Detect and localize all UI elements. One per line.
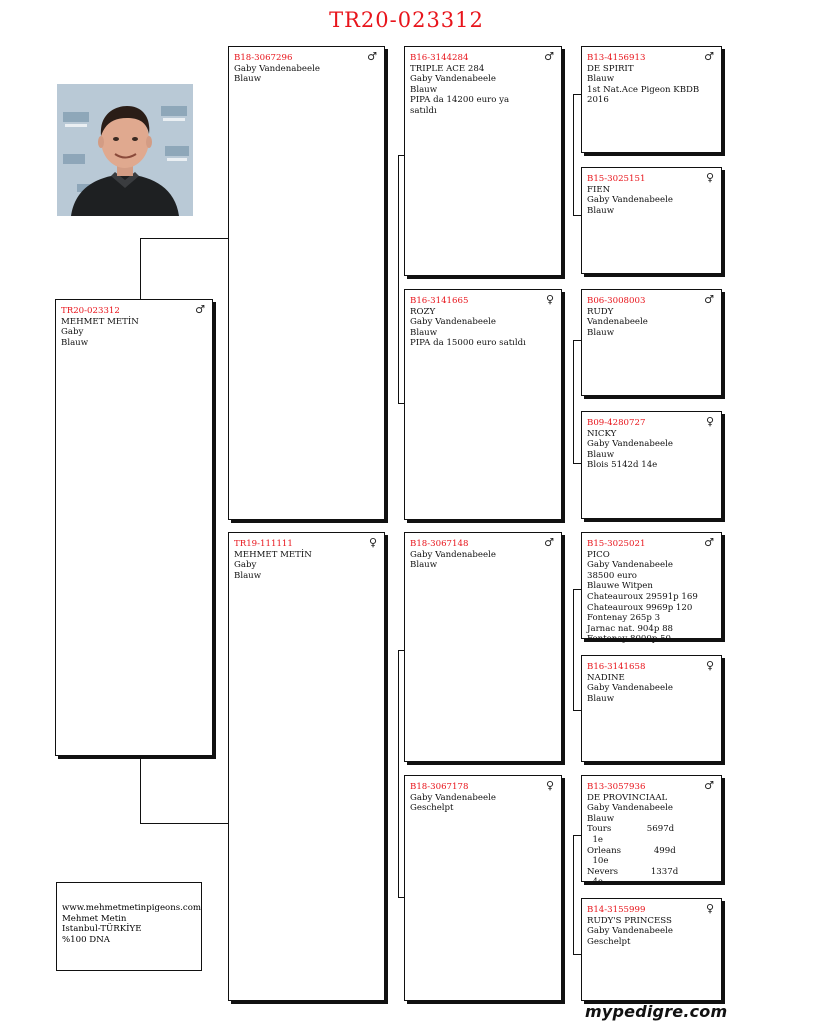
ring-number: B16-3144284: [410, 53, 469, 63]
male-icon: ♂: [544, 536, 554, 549]
bird-detail-line: Blauw: [234, 74, 262, 85]
ring-number: B13-3057936: [587, 782, 646, 792]
bird-detail-line: Blauw: [61, 337, 89, 348]
bird-detail-line: Geschelpt: [587, 936, 631, 947]
bird-detail-line: Gaby Vandenabeele: [410, 317, 496, 328]
dna-note: %100 DNA: [62, 934, 110, 945]
ring-number: B06-3008003: [587, 296, 646, 306]
bird-detail-line: Blauw: [587, 74, 615, 85]
bird-detail-line: Blauw: [410, 84, 438, 95]
ring-number: TR20-023312: [61, 306, 120, 316]
female-icon: ♀: [705, 415, 714, 428]
male-icon: ♂: [704, 50, 714, 63]
bird-detail-line: DE SPIRIT: [587, 63, 634, 74]
female-icon: ♀: [705, 659, 714, 672]
breeder-location: Istanbul-TÜRKİYE: [62, 924, 142, 935]
female-icon: ♀: [705, 902, 714, 915]
pedigree-card-dam-sire-sire[interactable]: [581, 532, 722, 645]
bird-detail-line: Blauw: [587, 205, 615, 216]
pedigree-card-sire-dam-sire[interactable]: [581, 289, 722, 396]
bird-detail-line: ROZY: [410, 306, 436, 317]
ring-number: B18-3067148: [410, 539, 469, 549]
pedigree-card-dam[interactable]: [228, 532, 385, 1001]
bird-detail-line: Vandenabeele: [587, 317, 648, 328]
bird-detail-line: 2016: [587, 95, 609, 106]
female-icon: ♀: [705, 171, 714, 184]
pedigree-card-dam-dam-sire[interactable]: [581, 775, 722, 888]
bird-detail-line: 10e: [587, 856, 609, 867]
bird-detail-line: Jarnac nat. 904p 88: [587, 623, 674, 634]
ring-number: B09-4280727: [587, 418, 646, 428]
male-icon: ♂: [704, 293, 714, 306]
male-icon: ♂: [544, 50, 554, 63]
bird-detail-line: Gaby Vandenabeele: [410, 74, 496, 85]
bird-detail-line: Blauwe Witpen: [587, 581, 653, 592]
bird-detail-line: Gaby: [234, 560, 257, 571]
bird-detail-line: Chateauroux 29591p 169: [587, 591, 698, 602]
female-icon: ♀: [545, 779, 554, 792]
bird-detail-line: MEHMET METİN: [234, 549, 312, 560]
bird-detail-line: Gaby Vandenabeele: [587, 683, 673, 694]
bird-detail-line: Tours 5697d: [587, 824, 675, 835]
ring-number: TR19-111111: [234, 539, 293, 549]
bird-detail-line: Blauw: [587, 449, 615, 460]
bird-detail-line: Gaby Vandenabeele: [587, 926, 673, 937]
bird-detail-line: Gaby Vandenabeele: [234, 63, 320, 74]
bird-detail-line: PICO: [587, 549, 610, 560]
male-icon: ♂: [195, 303, 205, 316]
bird-detail-line: 1e: [587, 834, 604, 845]
website-link[interactable]: www.mehmetmetinpigeons.com: [62, 903, 202, 913]
pedigree-card-sire-sire-dam[interactable]: [581, 167, 722, 274]
bird-detail-line: Blauw: [410, 327, 438, 338]
male-icon: ♂: [704, 536, 714, 549]
pedigree-card-sire[interactable]: [228, 46, 385, 520]
bird-detail-line: PIPA da 14200 euro ya: [410, 95, 510, 106]
female-icon: ♀: [545, 293, 554, 306]
pedigree-card-sire-dam[interactable]: [404, 289, 562, 520]
bird-detail-line: MEHMET METİN: [61, 316, 139, 327]
bird-detail-line: Nevers 1337d: [587, 866, 679, 877]
bird-detail-line: Chateauroux 9969p 120: [587, 602, 693, 613]
pedigree-card-dam-sire-dam[interactable]: [581, 655, 722, 762]
ring-number: B16-3141665: [410, 296, 469, 306]
pedigree-card-dam-dam[interactable]: [404, 775, 562, 1001]
ring-number: B18-3067178: [410, 782, 469, 792]
bird-detail-line: Blauw: [410, 560, 438, 571]
bird-detail-line: Gaby Vandenabeele: [410, 792, 496, 803]
bird-detail-line: Gaby Vandenabeele: [587, 803, 673, 814]
female-icon: ♀: [368, 536, 377, 549]
bird-detail-line: TRIPLE ACE 284: [410, 63, 485, 74]
male-icon: ♂: [704, 779, 714, 792]
breeder-info-box: [56, 882, 202, 971]
ring-number: B13-4156913: [587, 53, 646, 63]
bird-detail-line: Gaby Vandenabeele: [587, 560, 673, 571]
bird-detail-line: RUDY: [587, 306, 614, 317]
bird-detail-line: Gaby Vandenabeele: [410, 549, 496, 560]
bird-detail-line: FIEN: [587, 184, 611, 195]
bird-detail-line: Fontenay 8000p 50: [587, 634, 672, 645]
pedigree-card-sire-sire-sire[interactable]: [581, 46, 722, 153]
pedigree-card-sire-dam-dam[interactable]: [581, 411, 722, 519]
bird-detail-line: Fontenay 265p 3: [587, 613, 661, 624]
pedigree-card-sire-sire[interactable]: [404, 46, 562, 276]
ring-number: B18-3067296: [234, 53, 293, 63]
bird-detail-line: NADINE: [587, 672, 625, 683]
bird-detail-line: Gaby Vandenabeele: [587, 195, 673, 206]
bird-detail-line: 4e: [587, 877, 604, 888]
breeder-name: Mehmet Metin: [62, 913, 127, 924]
bird-detail-line: Blauw: [587, 327, 615, 338]
bird-detail-line: satıldı: [410, 105, 437, 116]
bird-detail-line: Blauw: [234, 570, 262, 581]
bird-detail-line: 1st Nat.Ace Pigeon KBDB: [587, 84, 700, 95]
breeder-photo: [57, 84, 193, 216]
brand-watermark: mypedigre.com: [585, 1002, 728, 1021]
bird-detail-line: Gaby Vandenabeele: [587, 439, 673, 450]
bird-detail-line: Blauw: [587, 813, 615, 824]
bird-detail-line: RUDY'S PRINCESS: [587, 915, 672, 926]
bird-detail-line: Blois 5142d 14e: [587, 460, 658, 471]
bird-detail-line: Blauw: [587, 693, 615, 704]
ring-number: B14-3155999: [587, 905, 646, 915]
bird-detail-line: Geschelpt: [410, 803, 454, 814]
bird-detail-line: Gaby: [61, 327, 84, 338]
bird-detail-line: DE PROVINCIAAL: [587, 792, 668, 803]
male-icon: ♂: [367, 50, 377, 63]
ring-number: B15-3025151: [587, 174, 646, 184]
bird-detail-line: Orleans 499d: [587, 845, 676, 856]
bird-detail-line: 38500 euro: [587, 570, 637, 581]
pedigree-card-main[interactable]: [55, 299, 213, 756]
ring-number: B16-3141658: [587, 662, 646, 672]
pedigree-card-dam-sire[interactable]: [404, 532, 562, 762]
ring-number: B15-3025021: [587, 539, 646, 549]
bird-detail-line: PIPA da 15000 euro satıldı: [410, 338, 526, 349]
bird-detail-line: NICKY: [587, 428, 617, 439]
pedigree-card-dam-dam-dam[interactable]: [581, 898, 722, 1001]
pedigree-title: TR20-023312: [329, 8, 484, 32]
